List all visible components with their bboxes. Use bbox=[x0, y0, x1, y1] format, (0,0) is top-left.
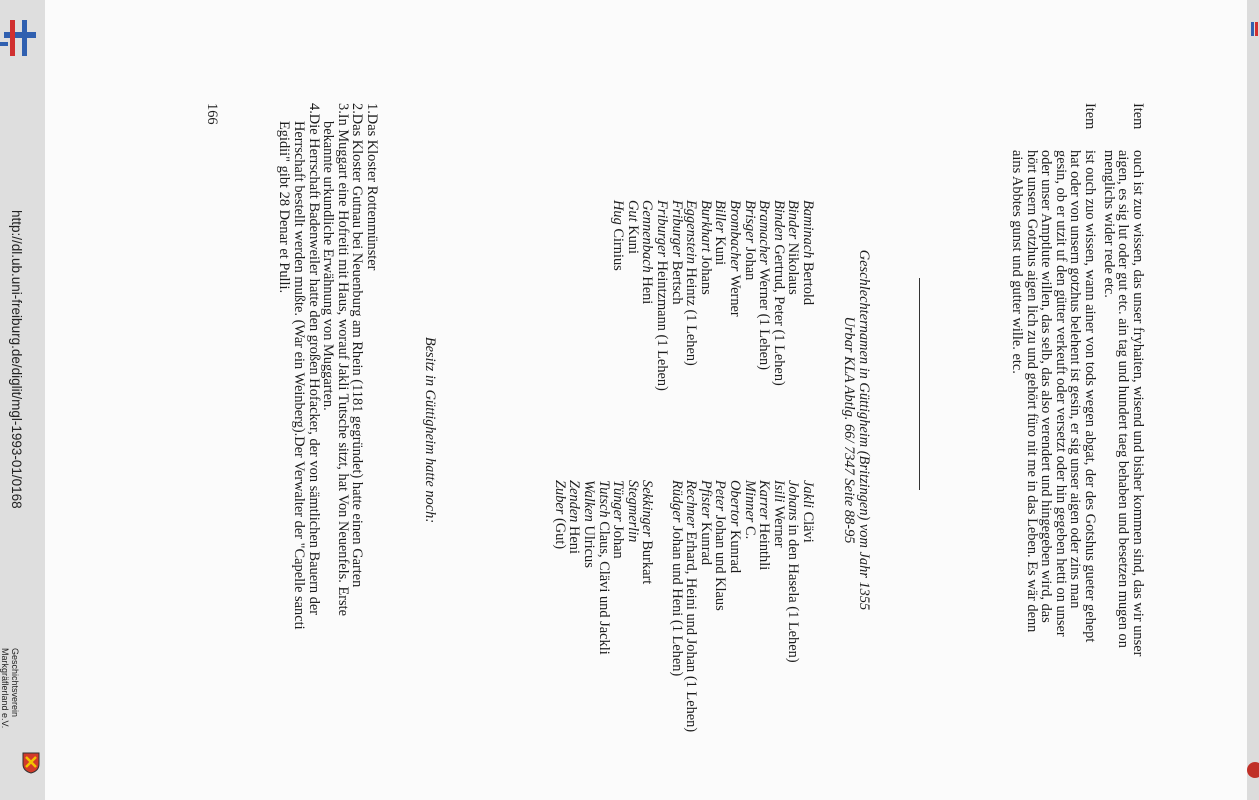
surname: Jakli bbox=[800, 480, 816, 508]
given-names: Gertrud, Peter (1 Lehen) bbox=[770, 240, 787, 386]
surname: Binder bbox=[785, 200, 802, 240]
given-names: Nikolaus bbox=[785, 239, 802, 295]
note-number: 4. bbox=[305, 103, 322, 114]
note-text: In Muggart eine Hofreiti mit Haus, worauf Jakli Tutsche sitzt, hat Von Neuenfels. Erste bbox=[334, 113, 351, 617]
crest-icon bbox=[1247, 758, 1259, 782]
name-entry bbox=[654, 480, 669, 732]
given-names: Heintz (1 Lehen) bbox=[683, 263, 700, 366]
name-entry bbox=[582, 480, 597, 732]
name-entry bbox=[640, 480, 655, 732]
name-entry bbox=[713, 480, 728, 732]
given-names: Cirnius bbox=[610, 224, 627, 271]
surname: Walken bbox=[581, 480, 598, 522]
text-line: aigen, es sig lut oder gut etc. ain tag und hundert taeg behaben und besetzen mugen on bbox=[1115, 150, 1132, 648]
surname: Friburger bbox=[654, 200, 671, 258]
text-line: gesin, ob er utzit uf den gütter verkeuft oder versetzt oder hin gegeben hetti on unser bbox=[1052, 150, 1069, 637]
name-entry bbox=[698, 480, 713, 732]
given-names: Johan bbox=[741, 243, 758, 281]
given-names: Bertold bbox=[800, 258, 816, 306]
surname: Brisger bbox=[741, 200, 758, 244]
note-number: 2. bbox=[349, 103, 366, 114]
note-number: 1. bbox=[364, 103, 380, 114]
surname: Karrer bbox=[756, 480, 773, 520]
surname: Johans bbox=[785, 480, 802, 521]
surname: Friburger bbox=[668, 200, 685, 258]
name-entry bbox=[771, 200, 786, 391]
given-names: Bertsch bbox=[668, 257, 685, 305]
name-entry bbox=[640, 200, 655, 391]
society-subname: Markgräflerland e.V. bbox=[0, 648, 10, 729]
name-entry bbox=[552, 480, 567, 732]
name-entry bbox=[611, 200, 626, 391]
crest-icon bbox=[22, 752, 40, 774]
given-names: Heintzmann (1 Lehen) bbox=[654, 257, 671, 391]
surname: Pfister bbox=[697, 480, 714, 519]
surname: Gennenbach bbox=[639, 200, 656, 273]
note-text: Herrschaft bestellt werden mußte. (War ein Weinberg).Der Verwalter der "Capelle sancti bbox=[291, 121, 308, 630]
name-entry bbox=[596, 480, 611, 732]
item-label: Item bbox=[1082, 103, 1098, 130]
text-line: oder unser Amptlute willen, das selb, das also verendert und hingegeben wird, das bbox=[1038, 150, 1055, 623]
name-entry bbox=[771, 480, 786, 732]
name-entry bbox=[654, 200, 669, 391]
surname: Obertor bbox=[727, 480, 744, 527]
name-entry bbox=[684, 200, 699, 391]
given-names: Heni bbox=[639, 272, 656, 305]
given-names: Ulricus bbox=[581, 521, 598, 568]
given-names: C. bbox=[741, 522, 758, 540]
given-names: Erhard, Heini und Johan (1 Lehen) bbox=[683, 527, 700, 733]
given-names: Claus, Clävi und Jackli bbox=[595, 517, 612, 655]
surname: Baminach bbox=[800, 200, 816, 259]
given-names: Kuni bbox=[712, 232, 729, 266]
given-names: Johan und Klaus bbox=[712, 511, 729, 611]
surname: Sekkinger bbox=[639, 480, 656, 537]
name-entry bbox=[684, 480, 699, 732]
name-entry bbox=[800, 480, 815, 732]
name-entry bbox=[757, 200, 772, 391]
surname: Stegmerlin bbox=[624, 480, 641, 543]
surname: Brombacher bbox=[727, 200, 744, 272]
heading-line: Urbar KLA Abtlg. 66/ 7347 Seite 88-95 bbox=[841, 316, 858, 544]
viewer-logo-icon bbox=[0, 12, 40, 64]
item-paragraph-1 bbox=[1101, 150, 1145, 710]
name-entry bbox=[625, 480, 640, 732]
name-entry bbox=[611, 480, 626, 732]
rotated-page-content bbox=[45, 0, 1247, 800]
given-names: Heni bbox=[566, 522, 583, 554]
given-names: Kunrad bbox=[727, 526, 744, 574]
note-line bbox=[335, 103, 350, 743]
surname: Eggenstein bbox=[683, 200, 700, 264]
note-text: Das Kloster Rottenmünster bbox=[364, 113, 380, 271]
surname: Minner bbox=[741, 480, 758, 523]
given-names: (Gut) bbox=[551, 514, 568, 550]
given-names: Kunrad bbox=[697, 518, 714, 566]
surname: Peter bbox=[712, 480, 729, 512]
surname: Zenden bbox=[566, 480, 583, 523]
names-list-left bbox=[611, 200, 815, 391]
surname: Isili bbox=[770, 480, 787, 503]
note-text: bekannte urkundliche Erwähnung von Muggarten. bbox=[320, 121, 337, 411]
item-label: Item bbox=[1130, 103, 1146, 130]
given-names: Johan und Heni (1 Lehen) bbox=[668, 522, 685, 677]
names-heading bbox=[842, 150, 871, 710]
name-entry bbox=[713, 200, 728, 391]
besitz-heading: Besitz in Güttigheim hatte noch: bbox=[422, 336, 438, 524]
note-line bbox=[364, 103, 379, 743]
viewer-logo-icon bbox=[1249, 20, 1259, 60]
name-entry bbox=[742, 200, 757, 391]
given-names: Kuni bbox=[624, 221, 641, 254]
name-entry bbox=[786, 480, 801, 732]
name-entry bbox=[669, 480, 684, 732]
given-names: Clävi bbox=[800, 507, 816, 543]
surname: Binden bbox=[770, 200, 787, 241]
source-url[interactable]: http://dl.ub.uni-freiburg.de/diglit/mgl-1993-01/0168 bbox=[9, 210, 24, 509]
name-entry bbox=[727, 480, 742, 732]
surname: Zuber bbox=[551, 480, 568, 515]
page-number: 166 bbox=[204, 103, 220, 125]
note-line bbox=[277, 103, 292, 743]
given-names: Werner (1 Lehen) bbox=[756, 264, 773, 371]
note-line bbox=[350, 103, 365, 743]
text-line: hat oder von unsern gotzhus belehent ist gesin, er sig unser aigen oder zins man bbox=[1067, 150, 1084, 609]
notes-list bbox=[277, 103, 379, 743]
heading-line: Geschlechternamen in Güttigheim (Britzingen) vom Jahr 1355 bbox=[856, 249, 872, 611]
name-entry bbox=[727, 200, 742, 391]
text-line: ains Abbtes gunst und gutter wille. etc. bbox=[1009, 150, 1026, 374]
given-names: Werner bbox=[727, 271, 744, 317]
right-viewer-margin bbox=[1247, 0, 1259, 800]
note-text: Die Herrschaft Badenweiler hatte den großen Hofacker, der von sämtlichen Bauern der bbox=[305, 113, 322, 616]
surname: Tünger bbox=[610, 480, 627, 522]
surname: Biller bbox=[712, 200, 729, 233]
section-divider bbox=[919, 278, 920, 490]
given-names: in den Hasela (1 Lehen) bbox=[785, 520, 802, 663]
item-paragraph-2 bbox=[1009, 150, 1097, 710]
note-line bbox=[306, 103, 321, 743]
name-entry bbox=[669, 200, 684, 391]
text-line: hört unsern Gotzhus aigen lich zu und gehört füro nit me in das Leben. Es wär denn bbox=[1023, 150, 1040, 633]
name-entry bbox=[786, 200, 801, 391]
surname: Hug bbox=[610, 200, 627, 225]
surname: Tutsch bbox=[595, 480, 612, 518]
document-page bbox=[45, 0, 1247, 800]
name-entry bbox=[800, 200, 815, 391]
text-line: menglichs wider rede etc. bbox=[1100, 150, 1117, 298]
note-number: 3. bbox=[334, 103, 351, 114]
given-names: Werner bbox=[770, 502, 787, 548]
text-line: ouch ist zuo wissen, das unser fryhaiten, wisend und bisher kommen sind, das wir unser bbox=[1130, 150, 1146, 657]
text-line: ist ouch zuo wissen, wann ainer von tods wegen abgat, der des Gotshus gueter gehept bbox=[1082, 150, 1098, 643]
note-text: Das Kloster Gutnau bei Neuenburg am Rhein (1181 gegründet) hatte einen Garten bbox=[349, 113, 366, 588]
names-list-right bbox=[552, 480, 815, 732]
surname: Burkhart bbox=[697, 200, 714, 252]
note-line bbox=[321, 103, 336, 743]
society-name: Geschichtsverein bbox=[10, 648, 20, 718]
given-names: Burkart bbox=[639, 536, 656, 585]
given-names: Johans bbox=[697, 251, 714, 295]
surname: Rechner bbox=[683, 480, 700, 528]
given-names: Heinthli bbox=[756, 519, 773, 571]
surname: Rüdger bbox=[668, 480, 685, 523]
surname: Bramacher bbox=[756, 200, 773, 265]
given-names: Johan bbox=[610, 521, 627, 559]
note-text: Egidii" gibt 28 Denar et Pulli. bbox=[276, 121, 293, 294]
name-entry bbox=[698, 200, 713, 391]
note-line bbox=[291, 103, 306, 743]
name-entry bbox=[567, 480, 582, 732]
surname: Gut bbox=[624, 200, 641, 222]
name-entry bbox=[625, 200, 640, 391]
name-entry bbox=[742, 480, 757, 732]
name-entry bbox=[757, 480, 772, 732]
